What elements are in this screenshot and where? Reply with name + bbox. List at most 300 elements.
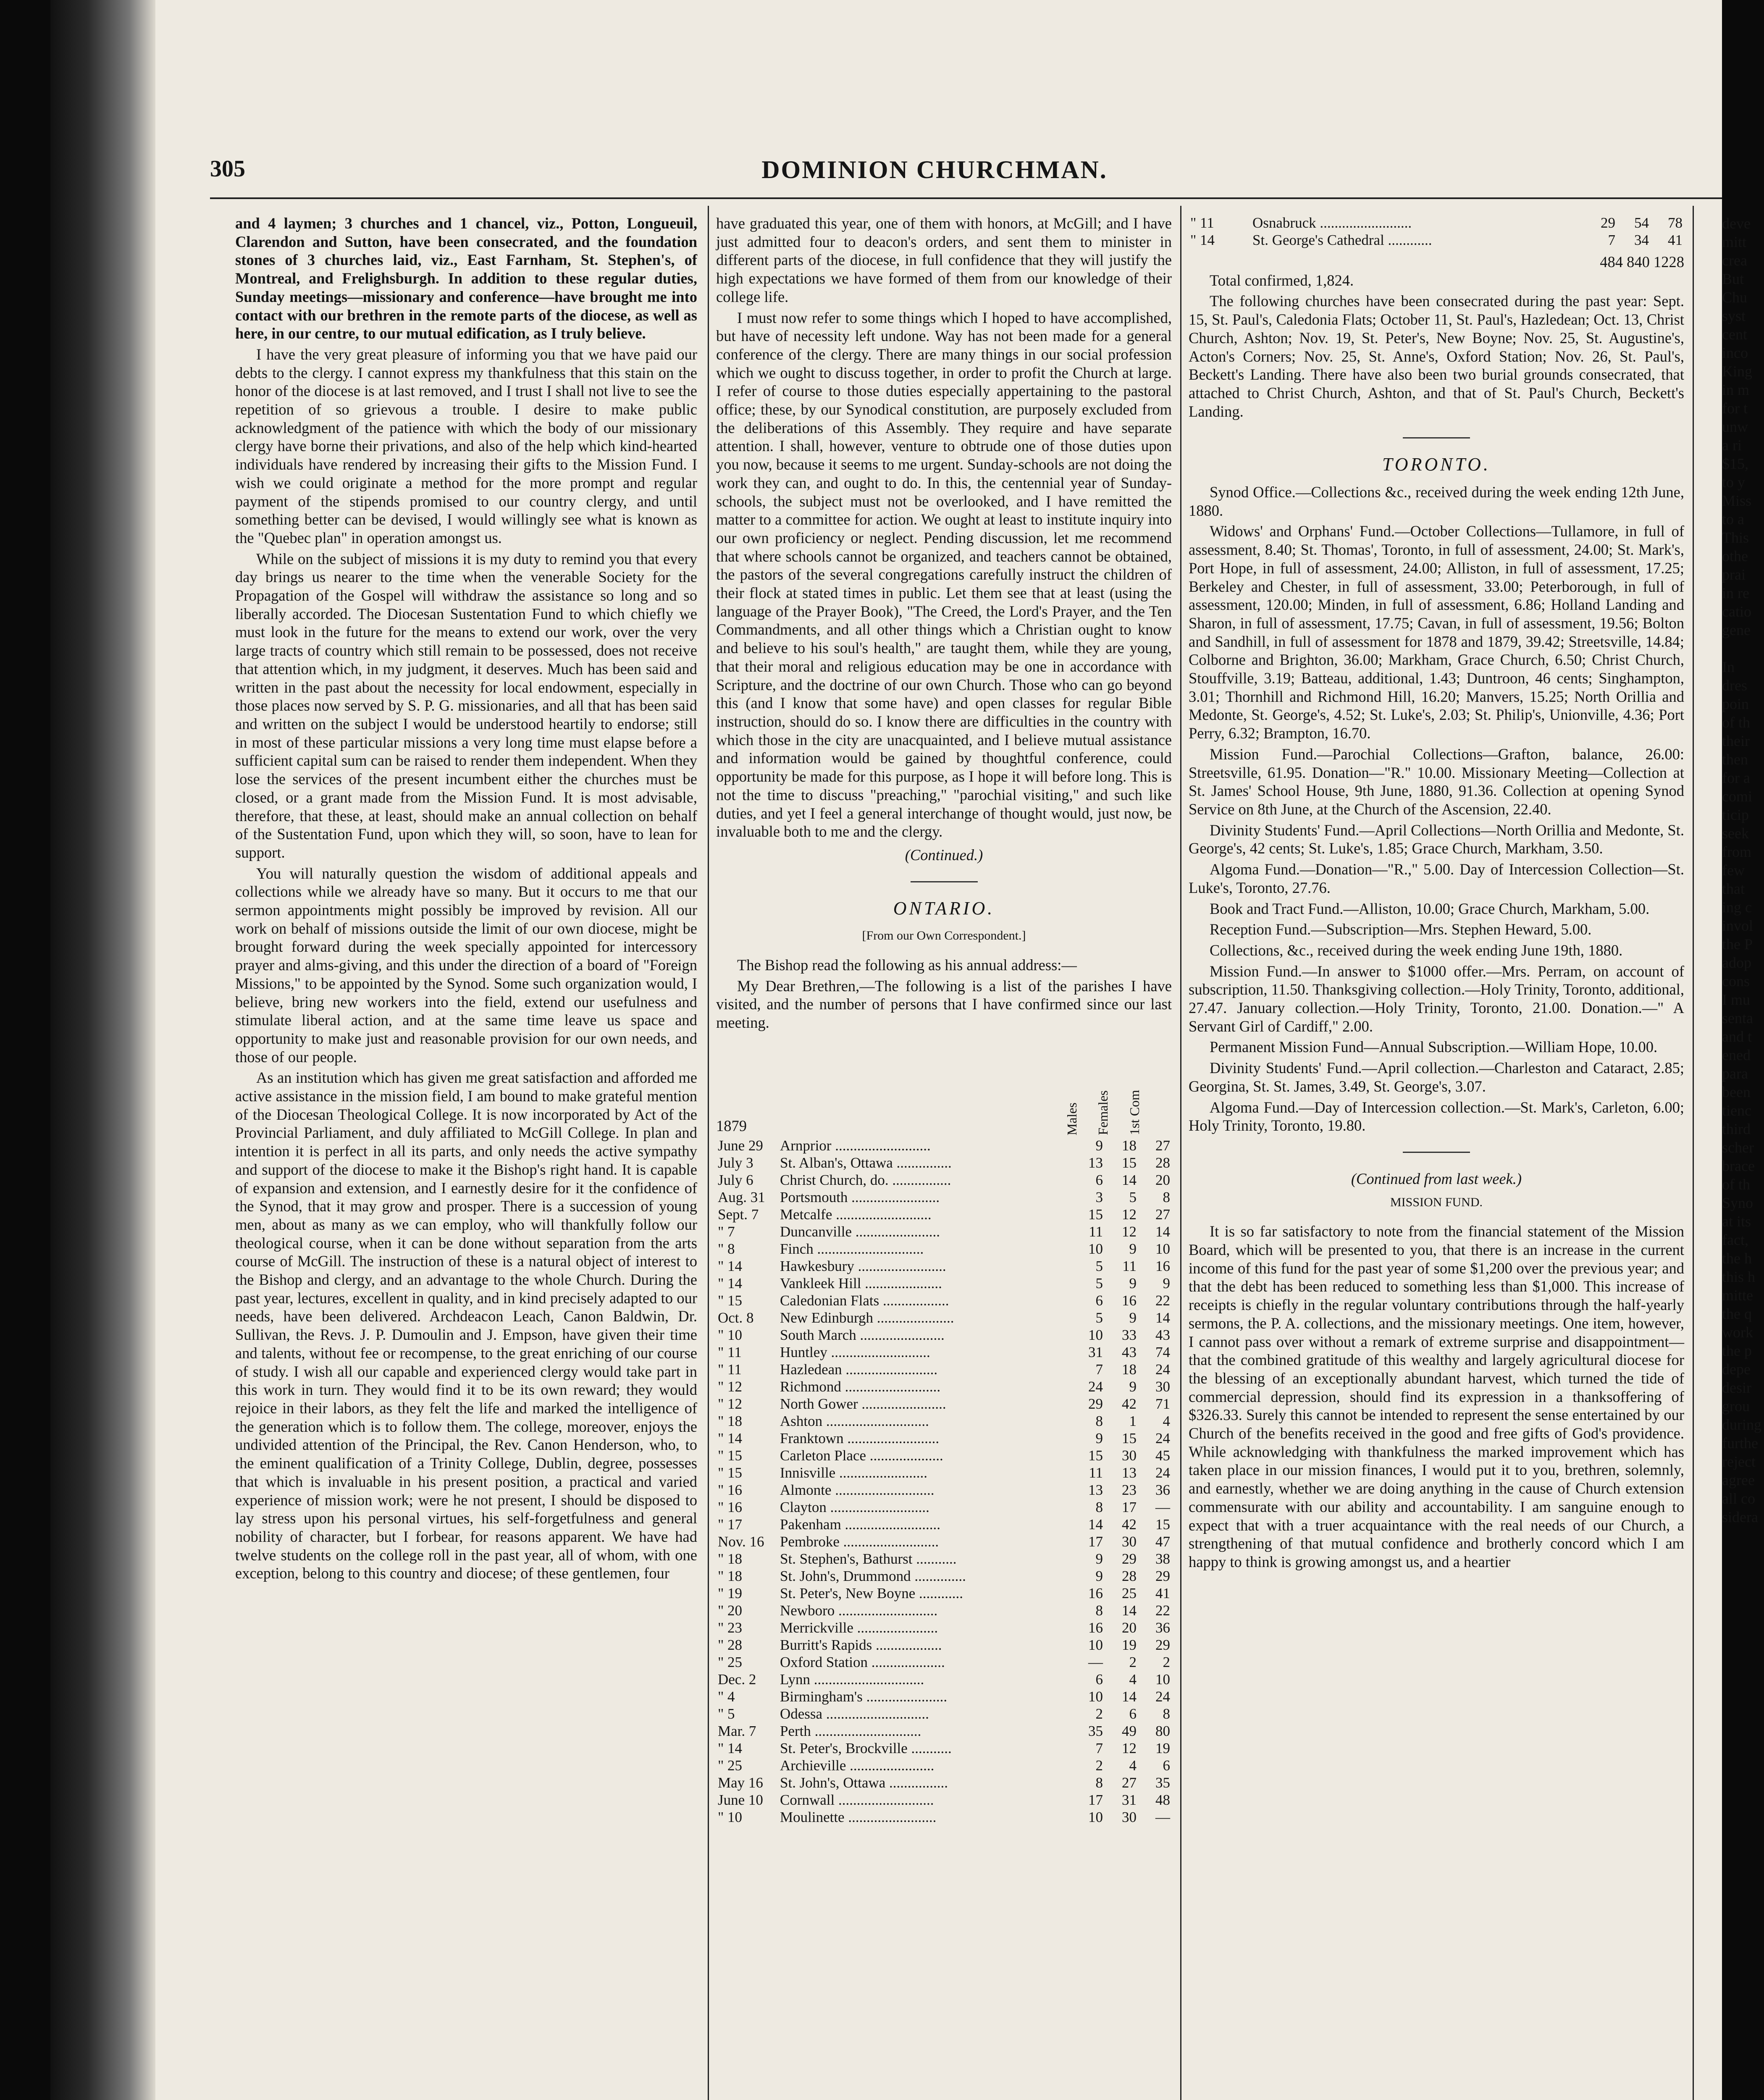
column-1 — [235, 214, 697, 1583]
females-cell: 15 — [1122, 1154, 1137, 1171]
parish-cell: Finch ............................. — [780, 1240, 924, 1257]
parish-cell: Pakenham .......................... — [780, 1516, 941, 1533]
table-row — [716, 1275, 1172, 1292]
females-cell: 4 — [1129, 1671, 1137, 1688]
paragraph: The Bishop read the following as his annual address:— — [737, 956, 1077, 974]
date-cell: " 10 — [718, 1326, 743, 1343]
table-row — [716, 1464, 1172, 1481]
parish-cell: St. George's Cathedral ............ — [1252, 232, 1432, 248]
text-fragment: senta — [1722, 1010, 1753, 1026]
text-fragment: ened — [1722, 1047, 1751, 1063]
first-com-cell: 45 — [1155, 1447, 1170, 1464]
date-cell: " 12 — [718, 1378, 743, 1395]
date-cell: Dec. 2 — [718, 1671, 756, 1688]
first-com-cell: 22 — [1155, 1602, 1170, 1619]
date-cell: " 11 — [718, 1344, 742, 1360]
females-cell: 12 — [1122, 1223, 1137, 1240]
table-row — [716, 1481, 1172, 1499]
table-row — [716, 1757, 1172, 1774]
date-cell: " 16 — [718, 1481, 743, 1498]
table-row — [1189, 214, 1684, 231]
date-cell: Sept. 7 — [718, 1206, 759, 1223]
females-cell: 31 — [1122, 1791, 1137, 1808]
males-cell: 9 — [1095, 1137, 1103, 1154]
first-com-cell: 24 — [1155, 1361, 1170, 1378]
males-cell: 24 — [1088, 1378, 1103, 1395]
males-cell: 9 — [1095, 1550, 1103, 1567]
males-cell: 15 — [1088, 1447, 1103, 1464]
females-cell: 30 — [1122, 1447, 1137, 1464]
first-com-cell: 15 — [1155, 1516, 1170, 1533]
parish-cell: Moulinette ........................ — [780, 1809, 937, 1825]
males-cell: 8 — [1095, 1602, 1103, 1619]
table-row — [716, 1499, 1172, 1516]
males-cell: 10 — [1088, 1636, 1103, 1653]
first-com-cell: 24 — [1155, 1464, 1170, 1481]
text-fragment: mitte — [1722, 1287, 1753, 1304]
date-cell: " 19 — [718, 1585, 743, 1601]
table-row — [716, 1688, 1172, 1705]
text-fragment: of th — [1722, 714, 1750, 731]
text-fragment: $15, — [1722, 455, 1748, 472]
date-cell: " 17 — [718, 1516, 743, 1533]
text-fragment: Syno — [1722, 1194, 1754, 1211]
text-fragment: the p — [1722, 1342, 1752, 1359]
first-com-cell: 36 — [1155, 1481, 1170, 1498]
males-cell: 29 — [1088, 1395, 1103, 1412]
table-row — [716, 1206, 1172, 1223]
table-row — [716, 1722, 1172, 1740]
males-cell: 7 — [1095, 1361, 1103, 1378]
date-cell: " 20 — [718, 1602, 743, 1619]
text-fragment — [1722, 639, 1756, 658]
males-cell: 17 — [1088, 1533, 1103, 1550]
males-cell: 10 — [1088, 1809, 1103, 1825]
text-fragment: depe — [1722, 1361, 1751, 1378]
text-fragment: mitt — [1722, 234, 1747, 250]
header-rule — [210, 197, 1722, 199]
table-row — [716, 1602, 1172, 1619]
date-cell: " 23 — [718, 1619, 743, 1636]
text-fragment: unw — [1722, 418, 1748, 435]
table-row — [716, 1619, 1172, 1636]
text-fragment: catio — [1722, 603, 1751, 620]
text-fragment: all co — [1722, 1490, 1755, 1507]
text-fragment: work — [1722, 1324, 1753, 1341]
parish-cell: Burritt's Rapids .................. — [780, 1636, 942, 1653]
column-rule — [708, 206, 709, 2100]
paragraph: Widows' and Orphans' Fund.—October Collections—Tullamore, in full of assessment, 8.40; St. Thomas', Toronto, in full of assessment, 24.00; St. Mark's, Port Hope, in full of assessment, 24.00; Alliston, in full of assessment, 17.25; Berkeley and Chester, in full of assessment, 33.00; Peterborough, in full of assessment, 120.00; Minden, in full of assessment, 6.86; Holland Landing and Sharon, in full of assessment, 17.75; Cavan, in full of assessment, 19.56; Bolton and Sandhill, in full of assessment for 1878 and 1879, 39.42; Streetsville, 14.84; Colborne and Brighton, 36.00; Markham, Grace Church, 6.50; Christ Church, Stouffville, 3.19; Batteau, additional, 1.43; Duntroon, 46 cents; Singhampton, 3.01; Thornhill and Richmond Hill, 16.20; Manvers, 15.25; North Orillia and Medonte, St. George's, 4.52; St. Luke's, 2.03; St. Philip's, Unionville, 4.36; Port Perry, 6.32; Brampton, 16.70. — [1189, 522, 1684, 742]
parish-cell: Richmond .......................... — [780, 1378, 941, 1395]
males-cell: 16 — [1088, 1619, 1103, 1636]
paragraph: Mission Fund.—Parochial Collections—Grafton, balance, 26.00: Streetsville, 61.95. Donation—"R." 10.00. Missionary Meeting—Collection at St. James' School House, 9th June, 1880, 91.36. Collection at opening Synod Service on 8th June, at the Church of the Ascension, 22.40. — [1189, 745, 1684, 818]
table-row — [1189, 231, 1684, 249]
date-cell: " 4 — [718, 1688, 735, 1705]
females-cell: 20 — [1122, 1619, 1137, 1636]
column-head-males: Males — [1064, 1102, 1079, 1135]
section-title-mission-fund: MISSION FUND. — [1390, 1195, 1483, 1209]
males-cell: 14 — [1088, 1516, 1103, 1533]
parish-cell: Hazledean ......................... — [780, 1361, 938, 1378]
females-cell: 34 — [1634, 232, 1649, 248]
parish-cell: Clayton ........................... — [780, 1499, 929, 1515]
first-com-cell: 38 — [1155, 1550, 1170, 1567]
paragraph: and 4 laymen; 3 churches and 1 chancel, viz., Potton, Longueuil, Clarendon and Sutton, have been consecrated, and the foundation stones of 3 churches laid, viz., East Farnham, St. Stephen's, of Montreal, and Frelighsburgh. In addition to these regular duties, Sunday meetings—missionary and conference—have brought me into contact with our brethren in the remote parts of the diocese, as well as here, in our centre, to our mutual edification, as I truly believe. — [235, 215, 697, 342]
book-gutter-shadow — [50, 0, 155, 2100]
males-cell: 9 — [1095, 1430, 1103, 1446]
text-fragment: brace — [1722, 1158, 1755, 1174]
females-cell: 5 — [1129, 1189, 1137, 1205]
females-cell: 1 — [1129, 1412, 1137, 1429]
first-com-cell: 20 — [1155, 1171, 1170, 1188]
first-com-cell: 24 — [1155, 1688, 1170, 1705]
females-cell: 25 — [1122, 1585, 1137, 1601]
parish-cell: Odessa ............................ — [780, 1705, 929, 1722]
paragraph: It is so far satisfactory to note from the financial statement of the Mission Board, which will be presented to you, that there is an increase in the current income of this fund for the past year of some $1,200 over the previous year; and that the debt has been reduced to something less than $1,000. This increase of receipts is chiefly in the regular voluntary contributions through the half-yearly sermons, the P. A. collections, and the missionary meetings. One item, however, I cannot pass over without a remark of extreme surprise and disappointment—that the combined gratitude of this wealthy and largely agricultural diocese for the blessing of an exceptionally abundant harvest, which turned the tide of commercial depression, should find its expression in a thanksoffering of $326.33. Surely this cannot be intended to represent the sense entertained by our Church of the benefits received in the good and free gifts of God's providence. While acknowledging with thankfulness the marked improvement which has taken place in our mission finances, I would put it to you, brethren, solemnly, and earnestly, whether we are doing anything in the cause of Church extension commensurate with our ability and accountability. I am sanguine enough to expect that with a truer acquaintance with the real needs of our Church, a strengthening of that mutual confidence and brotherly concord which I am happy to think is growing amongst us, and a heartier — [1189, 1223, 1684, 1570]
table-row — [716, 1223, 1172, 1240]
text-fragment: ticip — [1722, 806, 1749, 823]
parish-cell: Hawkesbury ........................ — [780, 1257, 946, 1274]
first-com-cell: 80 — [1155, 1722, 1170, 1739]
date-cell: " 10 — [718, 1809, 743, 1825]
table-row — [716, 1774, 1172, 1791]
females-cell: 18 — [1122, 1361, 1137, 1378]
section-title-toronto: TORONTO. — [1382, 454, 1491, 475]
parish-cell: St. John's, Ottawa ................ — [780, 1774, 948, 1791]
table-row — [716, 1447, 1172, 1464]
parish-cell: Huntley ........................... — [780, 1344, 930, 1360]
parish-cell: Ashton ............................ — [780, 1412, 929, 1429]
text-fragment: cons — [1722, 973, 1750, 990]
parish-cell: Birmingham's ...................... — [780, 1688, 948, 1705]
females-cell: 9 — [1129, 1309, 1137, 1326]
first-com-cell: 2 — [1163, 1654, 1170, 1670]
females-cell: 15 — [1122, 1430, 1137, 1446]
text-fragment: for a — [1722, 769, 1750, 786]
table-row — [716, 1550, 1172, 1567]
table-header — [716, 1032, 1172, 1137]
table-row — [716, 1533, 1172, 1550]
text-fragment: syst — [1722, 307, 1746, 324]
text-fragment: Chu — [1722, 289, 1748, 306]
females-cell: 29 — [1122, 1550, 1137, 1567]
females-cell: 11 — [1122, 1257, 1137, 1274]
first-com-cell: 29 — [1155, 1636, 1170, 1653]
males-cell: 9 — [1095, 1567, 1103, 1584]
confirmation-totals: 484 840 1228 — [1600, 253, 1684, 270]
paragraph: Reception Fund.—Subscription—Mrs. Stephen Heward, 5.00. — [1210, 921, 1592, 938]
column-rule — [1180, 206, 1181, 2100]
section-title-ontario: ONTARIO. — [893, 898, 995, 919]
first-com-cell: 22 — [1155, 1292, 1170, 1309]
paragraph: I have the very great pleasure of informing you that we have paid our debts to the clergy. I cannot express my thankfulness that this stain on the honor of the diocese is at last removed, and I trust I shall not live to see the repetition of so grievous a trouble. I desire to make public acknowledgment of the patience with which the body of our missionary clergy have borne their privations, and also of the help which kind-hearted individuals have rendered by increasing their gifts to the Mission Fund. I wish we could originate a method for the more prompt and regular payment of the stipends promised to our country clergy, and until something better can be devised, I would willingly see what is known as the "Quebec plan" in operation amongst us. — [235, 345, 697, 546]
text-fragment: that — [1722, 880, 1745, 897]
date-cell: " 14 — [718, 1257, 743, 1274]
females-cell: 9 — [1129, 1275, 1137, 1292]
text-fragment: I mu — [1722, 991, 1750, 1008]
first-com-cell: 36 — [1155, 1619, 1170, 1636]
date-cell: " 18 — [718, 1550, 743, 1567]
paragraph: I must now refer to some things which I hoped to have accomplished, but have of necessity left undone. Way has not been made for a general conference of the clergy. There are many things in our social profession which we ought to discuss together, in order to profit the Church at large. I refer of course to those duties especially appertaining to the pastoral office; these, by our Synodical constitution, are purposely excluded from the deliberations of this Assembly. They require and have separate attention. I shall, however, venture to obtrude one of those duties upon you now, because it seems to me urgent. Sunday-schools are not doing the work they can, and ought to do. In this, the centennial year of Sunday-schools, the subject must not be overlooked, and I have remitted the matter to a committee for action. We ought at least to institute inquiry into our own proficiency or neglect. Pending discussion, let me recommend that where schools cannot be organized, and teachers cannot be obtained, the pastors of the several congregations carefully instruct the children of their flock at stated times in public. Let them see that at least (using the language of the Prayer Book), "The Creed, the Lord's Prayer, and the Ten Commandments, and all other things which a Christian ought to know and believe to his soul's health," are taught them, while they are young, that their moral and religious education may be one in accordance with Scripture, and the doctrine of our own Church. Those who can go beyond this (and I know that some have) and open classes for regular Bible instruction, should do so. I know there are difficulties in the country with which those in the city are unacquainted, and I believe mutual assistance and information would be gained by thoughtful conference, could opportunity be made for this purpose, as I hope it will before long. This is not the time to discuss "preaching," "parochial visiting," and such like duties, and yet I feel a general interchange of thought would, just now, be invaluable both to me and the clergy. — [716, 309, 1172, 840]
date-cell: July 6 — [718, 1171, 753, 1188]
parish-cell: Oxford Station .................... — [780, 1654, 945, 1670]
date-cell: " 15 — [718, 1292, 743, 1309]
paragraph: The following churches have been consecrated during the past year: Sept. 15, St. Paul's, Caledonia Flats; October 11, St. Paul's, Hazledean; Oct. 13, Christ Church, Ashton; Nov. 19, St. Peter's, New Boyne; Nov. 25, St. Augustine's, Acton's Corners; Nov. 25, St. Anne's, Oxford Station; Nov. 26, St. Paul's, Beckett's Landing. There have also been two burial grounds consecrated, that attached to Christ Church, Ashton, and that of St. Paul's Church, Beckett's Landing. — [1189, 292, 1684, 420]
text-fragment: para — [1722, 1065, 1748, 1082]
date-cell: " 28 — [718, 1636, 743, 1653]
paragraph: Mission Fund.—In answer to $1000 offer.—Mrs. Perram, on account of subscription, 11.50. Thanksgiving collection.—Holy Trinity, Toronto, additional, 27.47. January collection.—Holy Trinity, Toronto, 21.00. Donation.—" A Servant Girl of Cardiff," 2.00. — [1189, 962, 1684, 1035]
paragraph: As an institution which has given me great satisfaction and afforded me active assistance in the mission field, I am bound to make grateful mention of the Diocesan Theological College. It is now incorporated by Act of the Provincial Parliament, and duly affiliated to McGill College. In plan and intention it is perfect in all its parts, and only needs the active sympathy and support of the diocese to make it the Bishop's right hand. It is capable of expansion and extension, and I earnestly desire for it the confidence of the Synod, that it may grow and prosper. There is a succession of young men, about as many as we can employ, who will thankfully follow our theological course, when it can be done without separation from the arts course of McGill. The instruction of these is a natural object of interest to the Bishop and clergy, and an advantage to the whole Church. During the past year, lectures, excellent in quality, and in kind precisely adapted to our needs, have been delivered. Archdeacon Leach, Canon Baldwin, Dr. Sullivan, the Revs. J. P. Dumoulin and J. Empson, have given their time and talents, without fee or recompense, to the great enriching of our course of study. I wish all our capable and experienced clergy would take part in this work in turn. They would find it to be its own reward; they would rejoice in their labors, as they felt the life and marked the intelligence of the generation which is to follow them. The college, moreover, enjoys the undivided attention of the Principal, the Rev. Canon Henderson, who, to the eminent qualification of a Trinity College, Dublin, degree, possesses that which is invaluable in his present position, a practical and varied experience of mission work; were he not present, I should be disposed to lay stress upon his personal virtues, his self-forgetfulness and general nobility of character, but I forbear, for reasons apparent. We have had twelve students on the college roll in the past year, all of whom, with one exception, belong to this country and diocese; of these gentlemen, four — [235, 1069, 697, 1582]
first-com-cell: 48 — [1155, 1791, 1170, 1808]
parish-cell: South March ....................... — [780, 1326, 945, 1343]
date-cell: Mar. 7 — [718, 1722, 756, 1739]
paragraph: While on the subject of missions it is my duty to remind you that every day brings us nearer to the time when the venerable Society for the Propagation of the Gospel will withdraw the assistance so long and so liberally accorded. The Diocesan Sustentation Fund to which chiefly we must look in the future for the means to extend our work, over the very large tracts of country which still remain to be possessed, does not receive that attention which, in my judgment, it deserves. Much has been said and written in the past about the necessity for local endowment, especially in those places now served by S. P. G. missionaries, and all that has been said and written on the subject I would be understood heartily to endorse; still in most of these particular missions a very long time must elapse before a sufficient capital sum can be raised to render them independent. When they lose the services of the present incumbent either the churches must be closed, or a grant made from the Mission Fund. It is most advisable, therefore, that these, at least, should make an annual collection on behalf of the Sustentation Fund, upon which they will, so soon, have to lean for support. — [235, 550, 697, 861]
table-row — [716, 1326, 1172, 1344]
paragraph: Total confirmed, 1,824. — [1210, 271, 1354, 289]
column-head-first-com: 1st Com — [1127, 1090, 1142, 1135]
text-fragment: the q — [1722, 1305, 1752, 1322]
parish-cell: Pembroke .......................... — [780, 1533, 939, 1550]
table-row — [716, 1309, 1172, 1326]
text-fragment: invol — [1722, 917, 1754, 934]
males-cell: 8 — [1095, 1499, 1103, 1515]
paragraph: Synod Office.—Collections &c., received during the week ending 12th June, 1880. — [1189, 483, 1684, 519]
table-row — [716, 1378, 1172, 1395]
females-cell: 9 — [1129, 1378, 1137, 1395]
text-fragment: deve — [1722, 215, 1751, 232]
text-fragment: the h — [1722, 1250, 1752, 1267]
date-cell: " 25 — [718, 1654, 743, 1670]
text-fragment: for t — [1722, 400, 1748, 417]
text-fragment: dres — [1722, 677, 1747, 694]
females-cell: 27 — [1122, 1774, 1137, 1791]
first-com-cell: 10 — [1155, 1671, 1170, 1688]
paragraph: have graduated this year, one of them with honors, at McGill; and I have just admitted four to deacon's orders, and sent them to minister in different parts of the diocese, in full confidence that they will justify the high expectations we have formed of them from our knowledge of their college life. — [716, 215, 1172, 305]
parish-cell: Merrickville ...................... — [780, 1619, 938, 1636]
first-com-cell: 27 — [1155, 1206, 1170, 1223]
table-row — [716, 1344, 1172, 1361]
females-cell: 28 — [1122, 1567, 1137, 1584]
table-row — [716, 1412, 1172, 1430]
females-cell: 12 — [1122, 1740, 1137, 1756]
text-fragment: this h — [1722, 1268, 1756, 1285]
date-cell: " 5 — [718, 1705, 735, 1722]
males-cell: 8 — [1095, 1412, 1103, 1429]
text-fragment: of th — [1722, 1176, 1750, 1193]
paragraph: Collections, &c., received during the week ending June 19th, 1880. — [1210, 941, 1623, 959]
males-cell: — — [1088, 1654, 1103, 1670]
paragraph: Permanent Mission Fund—Annual Subscription.—William Hope, 10.00. — [1210, 1038, 1658, 1056]
females-cell: 30 — [1122, 1809, 1137, 1825]
text-fragment: to a — [1722, 511, 1744, 528]
table-row — [716, 1257, 1172, 1275]
first-com-cell: 47 — [1155, 1533, 1170, 1550]
parish-cell: St. Stephen's, Bathurst ........... — [780, 1550, 957, 1567]
males-cell: 31 — [1088, 1344, 1103, 1360]
date-cell: June 10 — [718, 1791, 763, 1808]
parish-cell: St. Peter's, New Boyne ............ — [780, 1585, 963, 1601]
first-com-cell: 74 — [1155, 1344, 1170, 1360]
text-fragment: in re — [1722, 585, 1749, 601]
date-cell: June 29 — [718, 1137, 763, 1154]
first-com-cell: — — [1155, 1499, 1170, 1515]
masthead-title: DOMINION CHURCHMAN. — [761, 156, 1108, 184]
text-fragment: grou — [1722, 1398, 1750, 1415]
date-cell: " 14 — [718, 1740, 743, 1756]
continued-note: (Continued.) — [905, 846, 983, 864]
continued-note: (Continued from last week.) — [1351, 1170, 1522, 1187]
females-cell: 14 — [1122, 1688, 1137, 1705]
text-fragment: Miss — [1722, 492, 1752, 509]
first-com-cell: 28 — [1155, 1154, 1170, 1171]
first-com-cell: 41 — [1668, 232, 1683, 248]
text-fragment: fact, — [1722, 1231, 1748, 1248]
parish-cell: St. Alban's, Ottawa ............... — [780, 1154, 952, 1171]
divider — [1403, 1152, 1470, 1153]
date-cell: " 14 — [1190, 232, 1215, 248]
males-cell: 11 — [1089, 1464, 1103, 1481]
parish-cell: Innisville ........................ — [780, 1464, 927, 1481]
first-com-cell: 41 — [1155, 1585, 1170, 1601]
paragraph: Divinity Students' Fund.—April collection.—Charleston and Cataract, 2.85; Georgina, St. St. James, 3.49, St. George's, 3.07. — [1189, 1059, 1684, 1095]
text-fragment: a ri — [1722, 437, 1742, 454]
males-cell: 10 — [1088, 1240, 1103, 1257]
males-cell: 13 — [1088, 1481, 1103, 1498]
text-fragment: third — [1722, 1121, 1751, 1137]
first-com-cell: 14 — [1155, 1223, 1170, 1240]
date-cell: " 11 — [718, 1361, 742, 1378]
text-fragment: adop — [1722, 954, 1751, 971]
females-cell: 42 — [1122, 1516, 1137, 1533]
females-cell: 12 — [1122, 1206, 1137, 1223]
males-cell: 13 — [1088, 1154, 1103, 1171]
date-cell: " 16 — [718, 1499, 743, 1515]
text-fragment: tienc — [1722, 1102, 1751, 1119]
table-row — [716, 1395, 1172, 1412]
parish-cell: Metcalfe .......................... — [780, 1206, 932, 1223]
first-com-cell: 10 — [1155, 1240, 1170, 1257]
date-cell: May 16 — [718, 1774, 763, 1791]
table-row — [716, 1567, 1172, 1585]
date-cell: July 3 — [718, 1154, 753, 1171]
date-cell: Oct. 8 — [718, 1309, 754, 1326]
males-cell: 16 — [1088, 1585, 1103, 1601]
females-cell: 19 — [1122, 1636, 1137, 1653]
table-row — [716, 1361, 1172, 1378]
first-com-cell: 8 — [1163, 1189, 1170, 1205]
parish-cell: Arnprior .......................... — [780, 1137, 931, 1154]
males-cell: 11 — [1089, 1223, 1103, 1240]
parish-cell: North Gower ....................... — [780, 1395, 946, 1412]
parish-cell: Vankleek Hill ..................... — [780, 1275, 942, 1292]
parish-cell: St. John's, Drummond .............. — [780, 1567, 966, 1584]
first-com-cell: 8 — [1163, 1705, 1170, 1722]
parish-cell: Lynn .............................. — [780, 1671, 924, 1688]
females-cell: 54 — [1634, 215, 1649, 231]
first-com-cell: 27 — [1155, 1137, 1170, 1154]
paragraph: Divinity Students' Fund.—April Collections—North Orillia and Medonte, St. George's, 42 cents; St. Luke's, 1.85; Grace Church, Markham, 3.50. — [1189, 821, 1684, 857]
text-fragment: othe — [1722, 548, 1748, 564]
first-com-cell: 6 — [1163, 1757, 1170, 1774]
first-com-cell: 4 — [1163, 1412, 1170, 1429]
females-cell: 4 — [1129, 1757, 1137, 1774]
text-fragment: reject — [1722, 1453, 1756, 1470]
males-cell: 35 — [1088, 1722, 1103, 1739]
males-cell: 5 — [1095, 1257, 1103, 1274]
table-row — [716, 1154, 1172, 1171]
females-cell: 43 — [1122, 1344, 1137, 1360]
text-fragment: King — [1722, 363, 1752, 380]
confirmation-table-continued — [1189, 214, 1684, 249]
females-cell: 17 — [1122, 1499, 1137, 1515]
column-4-cropped — [1722, 214, 1761, 2100]
text-fragment: agree — [1722, 1472, 1755, 1488]
text-fragment: been — [1722, 1084, 1751, 1100]
column-3 — [1189, 214, 1684, 1571]
parish-cell: Caledonian Flats .................. — [780, 1292, 949, 1309]
table-row — [716, 1740, 1172, 1757]
text-fragment: ing c — [1722, 899, 1752, 916]
first-com-cell: 35 — [1155, 1774, 1170, 1791]
first-com-cell: — — [1155, 1809, 1170, 1825]
males-cell: 15 — [1088, 1206, 1103, 1223]
males-cell: 10 — [1088, 1688, 1103, 1705]
text-fragment: few — [1722, 862, 1745, 879]
paragraph: Algoma Fund.—Donation—"R.," 5.00. Day of Intercession Collection—St. Luke's, Toronto, 27.76. — [1189, 861, 1684, 896]
males-cell: 7 — [1608, 232, 1615, 248]
males-cell: 6 — [1095, 1171, 1103, 1188]
parish-cell: Osnabruck ......................... — [1252, 215, 1412, 231]
date-cell: " 15 — [718, 1447, 743, 1464]
date-cell: Aug. 31 — [718, 1189, 765, 1205]
first-com-cell: 43 — [1155, 1326, 1170, 1343]
parish-cell: St. Peter's, Brockville ........... — [780, 1740, 952, 1756]
parish-cell: Duncanville ....................... — [780, 1223, 940, 1240]
females-cell: 42 — [1122, 1395, 1137, 1412]
divider — [911, 881, 978, 882]
text-fragment: In — [1722, 659, 1735, 675]
males-cell: 10 — [1088, 1326, 1103, 1343]
text-fragment: cent — [1722, 326, 1747, 343]
toronto-collections — [1189, 483, 1684, 1135]
parish-cell: Newboro ........................... — [780, 1602, 938, 1619]
table-row — [716, 1636, 1172, 1654]
text-fragment: inco — [1722, 344, 1748, 361]
first-com-cell: 24 — [1155, 1430, 1170, 1446]
females-cell: 18 — [1122, 1137, 1137, 1154]
table-row — [716, 1809, 1172, 1826]
males-cell: 7 — [1095, 1740, 1103, 1756]
females-cell: 9 — [1129, 1240, 1137, 1257]
females-cell: 2 — [1129, 1654, 1137, 1670]
text-fragment: seek — [1722, 825, 1749, 842]
table-row — [716, 1791, 1172, 1809]
column-2 — [716, 214, 1172, 1826]
table-row — [716, 1171, 1172, 1189]
date-cell: " 14 — [718, 1275, 743, 1292]
parish-cell: Perth ............................. — [780, 1722, 921, 1739]
date-cell: " 25 — [718, 1757, 743, 1774]
table-row — [716, 1430, 1172, 1447]
text-fragment: gene — [1722, 622, 1751, 638]
text-fragment: crea — [1722, 252, 1747, 269]
first-com-cell: 16 — [1155, 1257, 1170, 1274]
males-cell: 2 — [1095, 1705, 1103, 1722]
text-fragment: scher — [1722, 1139, 1754, 1156]
parish-cell: Cornwall .......................... — [780, 1791, 934, 1808]
text-fragment: the P — [1722, 936, 1753, 953]
date-cell: " 14 — [718, 1430, 743, 1446]
